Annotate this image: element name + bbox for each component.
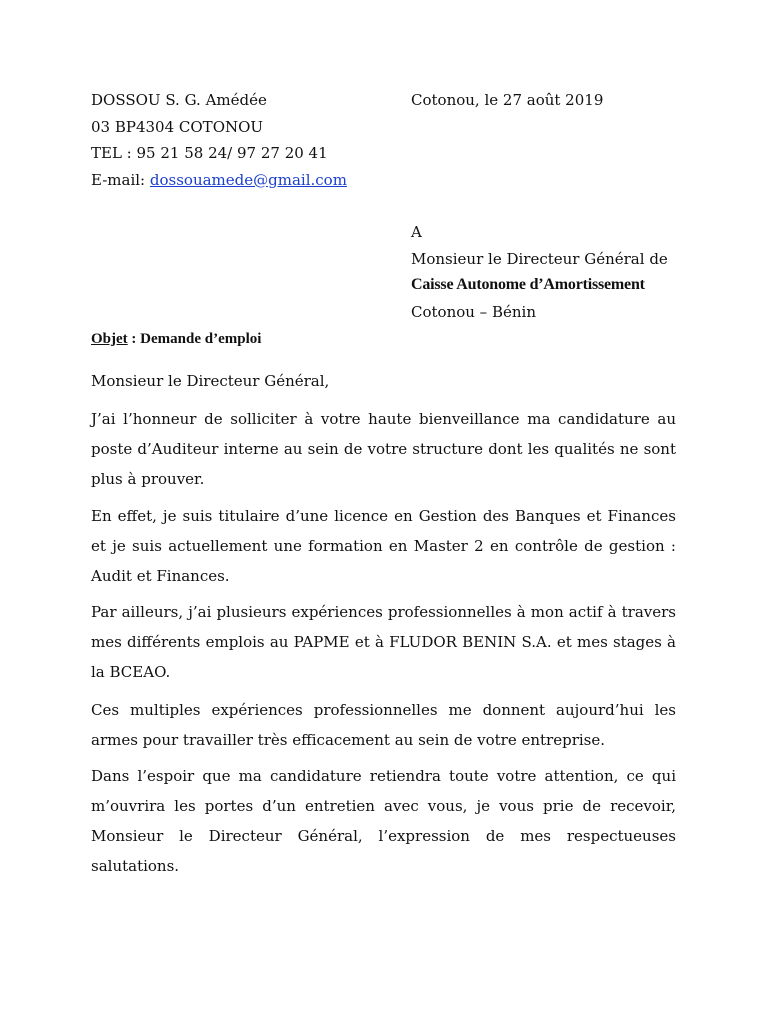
closing-paragraph: Dans l’espoir que ma candidature retiendra toute votre attention, ce qui m’ouvrira les portes d’un entretien avec vous, je vous prie de recevoir, Monsieur le Directeur Général, l’expression de mes respectueuses salutations. <box>91 767 676 875</box>
paragraph: J’ai l’honneur de solliciter à votre haute bienveillance ma candidature au poste d’Auditeur interne au sein de votre structure dont les qualités ne sont plus à prouver. <box>91 410 676 488</box>
paragraph: En effet, je suis titulaire d’une licence en Gestion des Banques et Finances et je suis actuellement une formation en Master 2 en contrôle de gestion : Audit et Finances. <box>91 507 676 585</box>
recipient-location: Cotonou – Bénin <box>411 302 536 321</box>
subject-separator: : <box>127 331 141 347</box>
recipient-block <box>411 219 668 325</box>
recipient-prefix: A <box>411 223 422 241</box>
subject-text: Demande d’emploi <box>140 331 262 347</box>
recipient-title: Monsieur le Directeur Général de <box>411 249 668 268</box>
sender-phone: TEL : 95 21 58 24/ 97 27 20 41 <box>91 144 328 162</box>
sender-block <box>91 87 347 193</box>
email-label: E-mail: <box>91 170 150 189</box>
recipient-organization: Caisse Autonome d’Amortissement <box>411 276 645 293</box>
paragraph: Ces multiples expériences professionnelles me donnent aujourd’hui les armes pour travailler très efficacement au sein de votre entreprise. <box>91 701 676 749</box>
salutation: Monsieur le Directeur Général, <box>91 372 330 390</box>
sender-email-line <box>91 167 347 194</box>
sender-address: 03 BP4304 COTONOU <box>91 117 264 136</box>
letter-date: Cotonou, le 27 août 2019 <box>411 91 604 109</box>
paragraph: Par ailleurs, j’ai plusieurs expériences professionnelles à mon actif à travers mes différents emplois au PAPME et à FLUDOR BENIN S.A. et mes stages à la BCEAO. <box>91 603 676 681</box>
email-link[interactable]: dossouamede@gmail.com <box>149 170 347 189</box>
sender-name: DOSSOU S. G. Amédée <box>91 91 267 109</box>
subject-line <box>91 326 261 352</box>
subject-label: Objet <box>91 331 128 347</box>
